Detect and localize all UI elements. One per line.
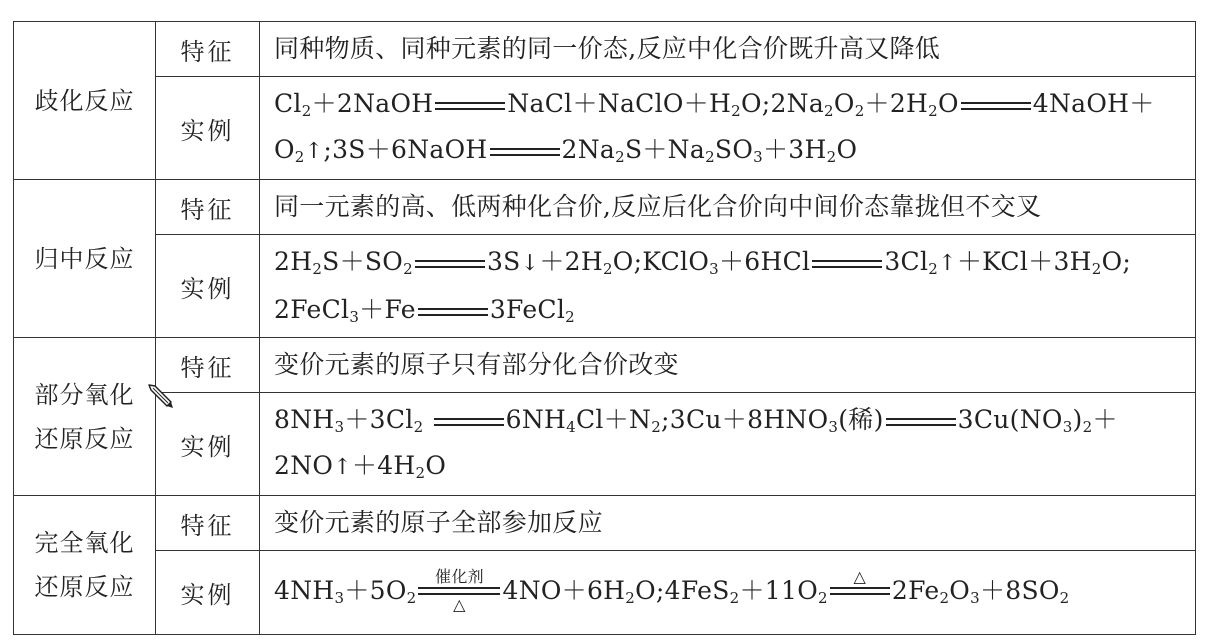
table-row: [14, 77, 1196, 180]
example-equations: $8NH_3+3Cl_2$ $6NH_4Cl+N_2;3Cu+8HNO_3$(稀) $3Cu(NO_3)_2+$ $2NO↑+4H_2O$: [260, 393, 1196, 496]
table-row: [14, 551, 1196, 635]
example-label: 实例: [156, 235, 260, 338]
feature-label: 特征: [156, 180, 260, 235]
example-label: 实例: [156, 77, 260, 180]
type-line-1: 完全氧化: [34, 529, 135, 557]
catalyst-label: 催化剂: [435, 566, 484, 586]
table-row: [14, 235, 1196, 338]
feature-label: 特征: [156, 338, 260, 393]
pencil-cursor-icon: [146, 382, 176, 412]
reaction-types-table: [13, 21, 1196, 635]
feature-text: 同种物质、同种元素的同一价态,反应中化合价既升高又降低: [260, 22, 1196, 77]
feature-label: 特征: [156, 22, 260, 77]
reaction-type-comproportionation: 归中反应: [14, 180, 156, 338]
heat-symbol: △: [853, 566, 867, 586]
example-label: 实例: [156, 393, 260, 496]
feature-label: 特征: [156, 496, 260, 551]
reaction-condition: [830, 567, 890, 615]
example-equations: $4NH_3+5O_2$ 催化剂 △ $4NO+6H_2O;4FeS_2+11O_2$ △ $2Fe_2O_3+8SO_2$: [260, 551, 1196, 635]
table-row: [14, 22, 1196, 77]
table-row: [14, 338, 1196, 393]
reaction-type-disproportionation: 歧化反应: [14, 22, 156, 180]
reaction-condition: [418, 567, 500, 615]
reaction-type-partial-redox: [14, 338, 156, 496]
heat-symbol: △: [453, 594, 466, 614]
type-line-2: 还原反应: [34, 573, 135, 601]
table-row: [14, 180, 1196, 235]
example-label: 实例: [156, 551, 260, 635]
dilute-condition: (稀): [838, 405, 884, 434]
feature-text: 同一元素的高、低两种化合价,反应后化合价向中间价态靠拢但不交叉: [260, 180, 1196, 235]
feature-text: 变价元素的原子全部参加反应: [260, 496, 1196, 551]
example-equations: $Cl_2+2NaOH$ $NaCl+NaClO+H_2O;2Na_2O_2+2H_2O$ 4NaOH＋ $O_2↑;3S+6NaOH$ $2Na_2S+Na_2SO_3+3H_2O$: [260, 77, 1196, 180]
type-line-1: 部分氧化: [34, 380, 135, 409]
reaction-type-complete-redox: [14, 496, 156, 635]
feature-text: 变价元素的原子只有部分化合价改变: [260, 338, 1196, 393]
type-line-2: 还原反应: [34, 424, 135, 453]
example-equations: $2H_2S+SO_2$ $3S↓+2H_2O;KClO_3+6HCl$ $3Cl_2↑+KCl+3H_2O$; 2FeCl$_3$＋Fe 3FeCl$_2$: [260, 235, 1196, 338]
table-row: [14, 496, 1196, 551]
table-row: [14, 393, 1196, 496]
